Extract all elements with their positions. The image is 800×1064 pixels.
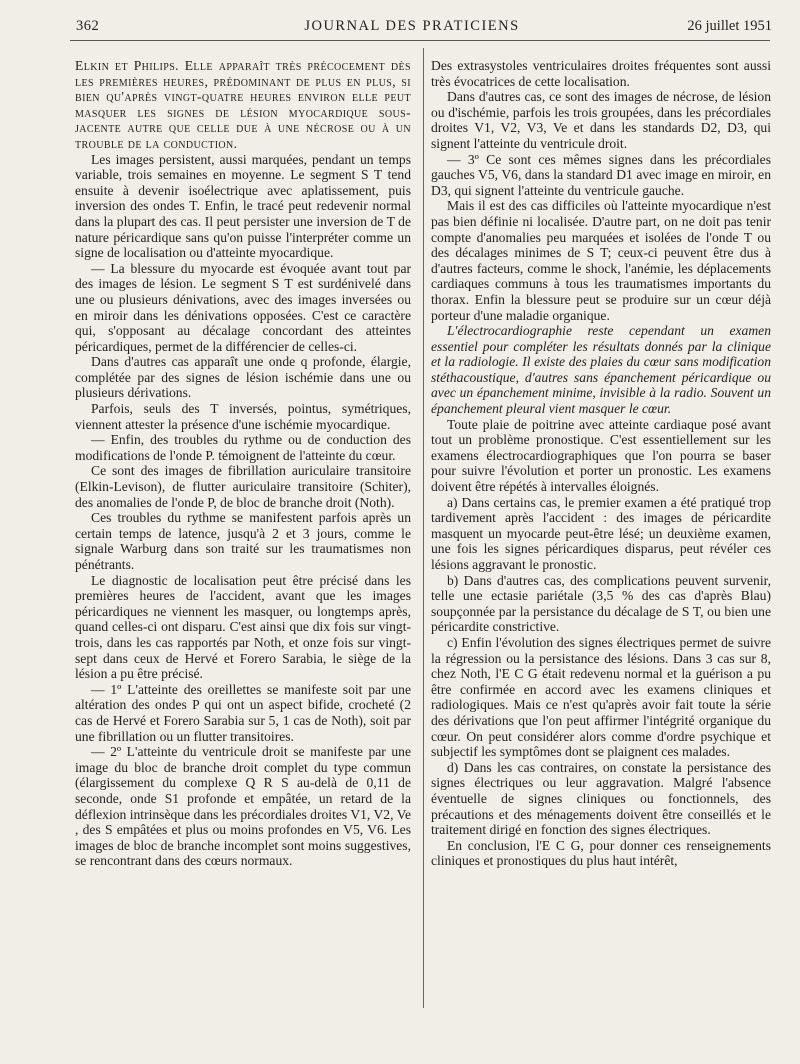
issue-date: 26 juillet 1951 bbox=[687, 18, 772, 34]
paragraph: Mais il est des cas difficiles où l'atteinte myocardique n'est pas bien définie ni localisée. D'autre part, on ne doit pas tenir compte d'anomalies peu marquées et isolées de l'onde T ou des décalages minimes de S T; ceux-ci peuvent être dus à d'autres facteurs, comme le shock, l'anémie, les déplacements cardiaques communs à tous les traumatismes importants du thorax. Enfin la blessure peut se produire sur un cœur déjà porteur d'une maladie organique. bbox=[431, 198, 771, 323]
paragraph: En conclusion, l'E C G, pour donner ces renseignements cliniques et pronostiques du plus haut intérêt, bbox=[431, 837, 771, 869]
header-rule bbox=[70, 40, 770, 41]
paragraph: — 2º L'atteinte du ventricule droit se manifeste par une image du bloc de branche droit complet du type commun (élargissement du complexe Q R S au-delà de 0,11 de seconde, onde S1 profonde et empâtée, un retard de la déflexion intrinsèque dans les précordiales droites V1, V2, Ve , des S empâtées et plus ou moins profondes en V5, V6. Les images de bloc de branche incomplet sont moins suggestives, se rencontrant dans des cœurs normaux. bbox=[75, 744, 411, 869]
paragraph: Les images persistent, aussi marquées, pendant un temps variable, trois semaines en moyenne. Le segment S T tend ensuite à devenir isoélectrique avec aplatissement, puis inversion des ondes T. Enfin, le tracé peut redevenir normal dans la plupart des cas. Il peut persister une inversion de T de nature péricardique sans qu'on puisse l'interpréter comme un signe de localisation ou d'atteinte myocardique. bbox=[75, 151, 411, 261]
paragraph: Des extrasystoles ventriculaires droites fréquentes sont aussi très évocatrices de cette localisation. bbox=[431, 58, 771, 89]
paragraph: L'électrocardiographie reste cependant un examen essentiel pour compléter les résultats donnés par la clinique et la radiologie. Il existe des plaies du cœur sans modification stéthacoustique, d'autres sans épanchement péricardique ou avec un épanchement minime, invisible à la radio. Souvent un épanchement pleural vient masquer le cœur. bbox=[431, 323, 771, 417]
paragraph: a) Dans certains cas, le premier examen a été pratiqué trop tardivement après l'accident : des images de péricardite masquent un myocarde peut-être lésé; un deuxième examen, une fois les signes péricardiques disparus, peut révéler ces lésions aggravant le pronostic. bbox=[431, 494, 771, 572]
paragraph: Dans d'autres cas, ce sont des images de nécrose, de lésion ou d'ischémie, parfois les trois groupées, dans les précordiales droites V1, V2, V3, Ve et dans les standards D2, D3, qui signent l'atteinte du ventricule droit. bbox=[431, 89, 771, 151]
journal-title: JOURNAL DES PRATICIENS bbox=[304, 18, 520, 34]
paragraph: Ce sont des images de fibrillation auriculaire transitoire (Elkin-Levison), de flutter auriculaire transitoire (Schiter), des anomalies de l'onde P, de bloc de branche droit (Noth). bbox=[75, 463, 411, 510]
paragraph: c) Enfin l'évolution des signes électriques permet de suivre la régression ou la persistance des lésions. Dans 3 cas sur 8, chez Noth, l'E C G était redevenu normal et la guérison a pu être confirmée en accord avec les examens cliniques et radiologiques. Mais ce n'est qu'après avoir fait toute la série des dérivations que l'on peut affirmer l'intégrité organique du cœur. On peut considérer alors comme d'ordre psychique et subjectif les symptômes dont se plaignent ces malades. bbox=[431, 634, 771, 760]
paragraph: Dans d'autres cas apparaît une onde q profonde, élargie, complétée par des signes de lésion ischémie dans une ou plusieurs dérivations. bbox=[75, 354, 411, 401]
left-column bbox=[75, 58, 411, 869]
running-header bbox=[52, 14, 772, 38]
paragraph: — 1º L'atteinte des oreillettes se manifeste soit par une altération des ondes P qui ont un aspect bifide, crocheté (2 cas de Hervé et Forero Sarabia sur 5, 1 cas de Noth), soit par une fibrillation ou un flutter transitoires. bbox=[75, 681, 411, 744]
paragraph: d) Dans les cas contraires, on constate la persistance des signes électriques ou leur aggravation. Malgré l'absence éventuelle de signes cliniques ou fonctionnels, des précautions et des ménagements doivent être conseillés et le traitement dirigé en fonction des signes électriques. bbox=[431, 759, 771, 838]
paragraph: Le diagnostic de localisation peut être précisé dans les premières heures de l'accident, avant que les images péricardiques ne viennent les masquer, ou longtemps après, quand celles-ci ont disparu. C'est ainsi que dix fois sur vingt-trois, dans les cas rapportés par Noth, et onze fois sur vingt-sept dans ceux de Hervé et Forero Sarabia, le siège de la lésion a pu être précisé. bbox=[75, 572, 411, 682]
paragraph: — 3º Ce sont ces mêmes signes dans les précordiales gauches V5, V6, dans la standard D1 avec image en miroir, en D3, qui signent l'atteinte du ventricule gauche. bbox=[431, 151, 771, 198]
paragraph: Toute plaie de poitrine avec atteinte cardiaque posé avant tout un problème pronostique. C'est essentiellement sur les examens électrocardiographiques que l'on pourra se baser pour suivre l'évolution et porter un pronostic. Les examens doivent être répétés à intervalles éloignés. bbox=[431, 416, 771, 495]
column-divider bbox=[423, 48, 424, 1008]
right-column bbox=[431, 58, 771, 869]
page-number: 362 bbox=[76, 18, 100, 34]
paragraph: Parfois, seuls des T inversés, pointus, symétriques, viennent attester la présence d'une ischémie myocardique. bbox=[75, 401, 411, 432]
paragraph: — Enfin, des troubles du rythme ou de conduction des modifications de l'onde P. témoignent de l'atteinte du cœur. bbox=[75, 432, 411, 463]
paragraph: Elkin et Philips. Elle apparaît très précocement dès les premières heures, prédominant de plus en plus, si bien qu'après vingt-quatre heures environ elle peut masquer les signes de lésion myocardique sous-jacente autre que celle due à une nécrose ou à un trouble de la conduction. bbox=[75, 58, 411, 151]
paragraph: Ces troubles du rythme se manifestent parfois après un certain temps de latence, jusqu'à 2 et 3 jours, comme le signale Warburg dans son traité sur les traumatismes non pénétrants. bbox=[75, 510, 411, 572]
paragraph: b) Dans d'autres cas, des complications peuvent survenir, telle une ectasie pariétale (3,5 % des cas d'après Blau) soupçonnée par la persistance du décalage de S T, ou bien une péricardite constrictive. bbox=[431, 572, 771, 635]
paragraph: — La blessure du myocarde est évoquée avant tout par des images de lésion. Le segment S T est surdénivelé dans une ou plusieurs dénivations, avec des images inversées ou en miroir dans les dénivations opposées. C'est ce caractère qui, s'opposant au décalage concordant des atteintes péricardiques, permet de la différencier de celles-ci. bbox=[75, 260, 411, 354]
